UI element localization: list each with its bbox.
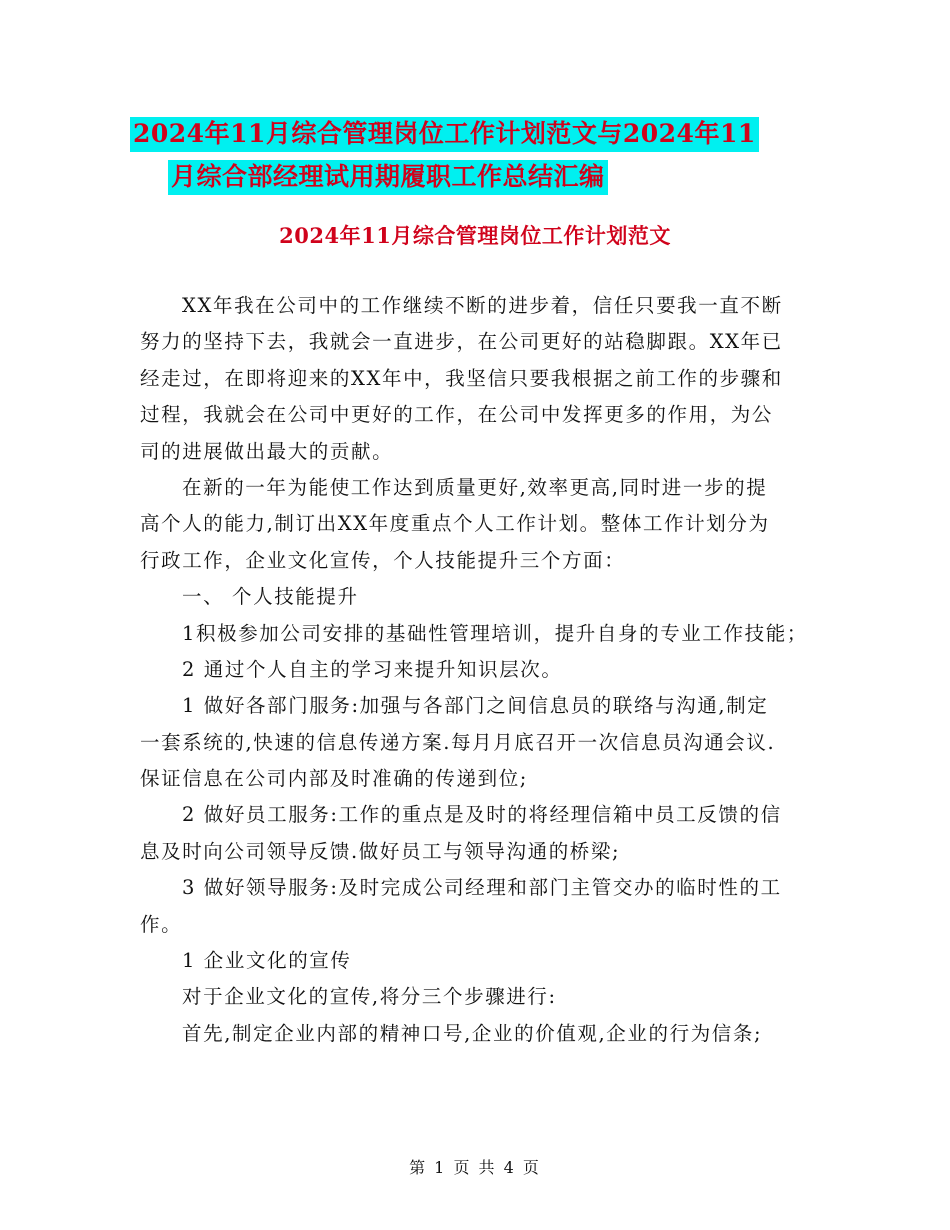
body-line: 首先,制定企业内部的精神口号,企业的价值观,企业的行为信条;	[182, 1021, 763, 1045]
list-heading: 一、 个人技能提升	[182, 585, 359, 609]
list-item: 2 通过个人自主的学习来提升知识层次。	[182, 657, 563, 681]
document-body	[140, 288, 830, 1052]
section-title: 2024年11月综合管理岗位工作计划范文	[279, 223, 671, 248]
document-title-line-1: 2024年11月综合管理岗位工作计划范文与2024年11	[130, 112, 850, 155]
document-title	[130, 112, 850, 198]
body-line: 努力的坚持下去，我就会一直进步，在公司更好的站稳脚跟。XX年已	[140, 330, 783, 354]
body-line: 司的进展做出最大的贡献。	[140, 439, 394, 463]
body-line: 高个人的能力,制订出XX年度重点个人工作计划。整体工作计划分为	[140, 512, 770, 536]
body-line: XX年我在公司中的工作继续不断的进步着，信任只要我一直不断	[182, 294, 783, 317]
page-footer: 第 1 页 共 4 页	[409, 1158, 541, 1177]
body-line: 保证信息在公司内部及时准确的传递到位;	[140, 767, 528, 791]
list-item: 2 做好员工服务:工作的重点是及时的将经理信箱中员工反馈的信	[182, 803, 782, 827]
body-line: 行政工作，企业文化宣传，个人技能提升三个方面：	[140, 548, 626, 572]
body-line: 对于企业文化的宣传,将分三个步骤进行:	[182, 985, 557, 1009]
list-item: 1 企业文化的宣传	[182, 949, 352, 973]
body-line: 一套系统的,快速的信息传递方案.每月月底召开一次信息员沟通会议.	[140, 730, 776, 754]
body-line: 息及时向公司领导反馈.做好员工与领导沟通的桥梁;	[140, 839, 621, 863]
list-item: 1 做好各部门服务:加强与各部门之间信息员的联络与沟通,制定	[182, 694, 769, 718]
list-item: 3 做好领导服务:及时完成公司经理和部门主管交办的临时性的工	[182, 876, 782, 900]
body-line: 在新的一年为能使工作达到质量更好,效率更高,同时进一步的提	[182, 475, 768, 499]
body-line: 经走过，在即将迎来的XX年中，我坚信只要我根据之前工作的步骤和	[140, 366, 783, 390]
list-item: 1积极参加公司安排的基础性管理培训，提升自身的专业工作技能；	[182, 621, 808, 645]
document-title-line-2: 月综合部经理试用期履职工作总结汇编	[130, 155, 850, 198]
body-line: 过程，我就会在公司中更好的工作，在公司中发挥更多的作用，为公	[140, 403, 774, 427]
body-line: 作。	[140, 912, 183, 936]
